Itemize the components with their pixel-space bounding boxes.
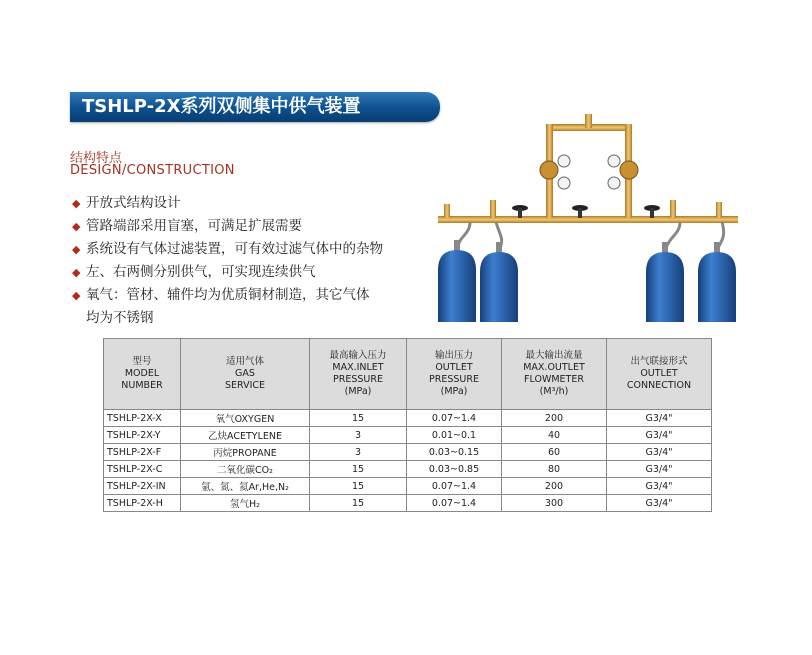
header-max-inlet-pressure: 最高输入压力 MAX.INLET PRESSURE (MPa) [310, 339, 407, 410]
table-row [104, 427, 712, 444]
diamond-bullet-icon: ◆ [72, 243, 81, 256]
diamond-bullet-icon: ◆ [72, 289, 81, 302]
diamond-bullet-icon: ◆ [72, 266, 81, 279]
gas-cell: 氧气OXYGEN [181, 410, 310, 427]
gas-cell: 丙烷PROPANE [181, 444, 310, 461]
connection-cell: G3/4" [607, 461, 712, 478]
table-row [104, 495, 712, 512]
model-cell: TSHLP-2X-X [104, 410, 181, 427]
outlet-pressure-cell: 0.03~0.85 [407, 461, 502, 478]
gas-cell: 二氧化碳CO₂ [181, 461, 310, 478]
outlet-pressure-cell: 0.01~0.1 [407, 427, 502, 444]
connection-cell: G3/4" [607, 427, 712, 444]
feature-item [72, 215, 452, 238]
gas-manifold-illustration [430, 110, 760, 325]
page-title-banner: TSHLP-2X系列双侧集中供气装置 [70, 92, 440, 122]
inlet-pressure-cell: 15 [310, 495, 407, 512]
model-cell: TSHLP-2X-F [104, 444, 181, 461]
outlet-pressure-cell: 0.07~1.4 [407, 495, 502, 512]
model-cell: TSHLP-2X-IN [104, 478, 181, 495]
outlet-pressure-cell: 0.03~0.15 [407, 444, 502, 461]
inlet-pressure-cell: 15 [310, 461, 407, 478]
section-heading-en: DESIGN/CONSTRUCTION [70, 163, 235, 178]
table-row [104, 478, 712, 495]
gas-cell: 乙炔ACETYLENE [181, 427, 310, 444]
connection-cell: G3/4" [607, 495, 712, 512]
inlet-pressure-cell: 15 [310, 410, 407, 427]
feature-item [72, 238, 452, 261]
model-cell: TSHLP-2X-Y [104, 427, 181, 444]
flow-cell: 80 [502, 461, 607, 478]
flow-cell: 200 [502, 478, 607, 495]
inlet-pressure-cell: 3 [310, 444, 407, 461]
feature-list [72, 192, 452, 330]
flow-cell: 40 [502, 427, 607, 444]
connection-cell: G3/4" [607, 410, 712, 427]
feature-text: 氧气：管材、辅件均为优质铜材制造，其它气体 [86, 287, 370, 303]
table-row [104, 444, 712, 461]
table-row [104, 410, 712, 427]
header-max-outlet-flow: 最大输出流量 MAX.OUTLET FLOWMETER (M³/h) [502, 339, 607, 410]
section-heading-cn: 结构特点 [70, 151, 123, 166]
flow-cell: 60 [502, 444, 607, 461]
gas-cell: 氢气H₂ [181, 495, 310, 512]
connection-cell: G3/4" [607, 444, 712, 461]
feature-item [72, 192, 452, 215]
outlet-pressure-cell: 0.07~1.4 [407, 478, 502, 495]
connection-cell: G3/4" [607, 478, 712, 495]
flow-cell: 200 [502, 410, 607, 427]
outlet-pressure-cell: 0.07~1.4 [407, 410, 502, 427]
inlet-pressure-cell: 3 [310, 427, 407, 444]
feature-item [72, 261, 452, 284]
feature-continuation: 均为不锈钢 [86, 310, 154, 326]
table-header-row [104, 339, 712, 410]
header-outlet-connection: 出气联接形式 OUTLET CONNECTION [607, 339, 712, 410]
header-gas-service: 适用气体 GAS SERVICE [181, 339, 310, 410]
gas-cell: 氩、氮、氦Ar,He,N₂ [181, 478, 310, 495]
flow-cell: 300 [502, 495, 607, 512]
diamond-bullet-icon: ◆ [72, 220, 81, 233]
model-cell: TSHLP-2X-H [104, 495, 181, 512]
table-row [104, 461, 712, 478]
feature-text: 左、右两侧分别供气，可实现连续供气 [86, 264, 316, 280]
inlet-pressure-cell: 15 [310, 478, 407, 495]
header-outlet-pressure: 输出压力 OUTLET PRESSURE (MPa) [407, 339, 502, 410]
feature-text: 管路端部采用盲塞，可满足扩展需要 [86, 218, 302, 234]
feature-text: 系统设有气体过滤装置，可有效过滤气体中的杂物 [86, 241, 383, 257]
feature-item [72, 284, 452, 307]
spec-table [103, 338, 712, 512]
diamond-bullet-icon: ◆ [72, 197, 81, 210]
header-model: 型号 MODEL NUMBER [104, 339, 181, 410]
model-cell: TSHLP-2X-C [104, 461, 181, 478]
feature-text: 开放式结构设计 [86, 195, 181, 211]
